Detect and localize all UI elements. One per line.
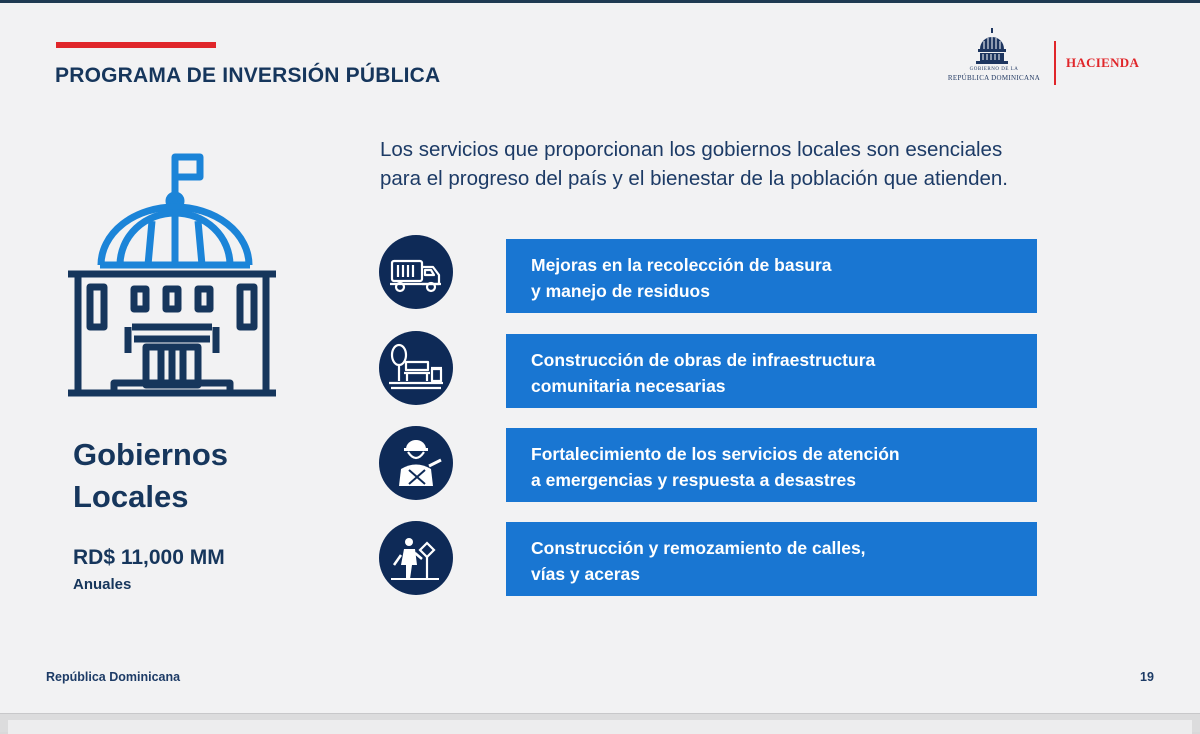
footer-country: República Dominicana [46,670,181,684]
road-worker-icon [379,521,453,595]
dome-emblem-icon [972,27,1012,65]
government-building-icon [64,153,280,405]
gobiernos-locales-title [73,434,228,518]
accent-line [56,42,216,48]
item-2-line-1: Construcción de obras de infraestructura [531,350,876,370]
logo-government-name: REPÚBLICA DOMINICANA [947,74,1041,82]
section-title: PROGRAMA DE INVERSIÓN PÚBLICA [55,64,441,87]
item-roads [506,522,1037,596]
item-3-line-2: a emergencias y respuesta a desastres [531,470,856,490]
logo-divider [1054,41,1056,85]
item-2-line-2: comunitaria necesarias [531,376,726,396]
item-3-line-1: Fortalecimiento de los servicios de atención [531,444,900,464]
item-1-line-2: y manejo de residuos [531,281,710,301]
item-infrastructure [506,334,1037,408]
intro-text [380,135,1140,193]
item-emergency-services [506,428,1037,502]
annual-amount: RD$ 11,000 MM [73,546,225,569]
item-4-line-2: vías y aceras [531,564,640,584]
item-4-line-1: Construcción y remozamiento de calles, [531,538,866,558]
title-line-2: Locales [73,479,189,514]
amount-period: Anuales [73,576,132,593]
title-line-1: Gobiernos [73,437,229,472]
page-number: 19 [1140,670,1154,684]
garbage-truck-icon [379,235,453,309]
item-garbage-collection [506,239,1037,313]
intro-line-1: Los servicios que proporcionan los gobiernos locales son esenciales [380,138,1003,161]
park-bench-icon [379,331,453,405]
bottom-strip [0,713,1200,732]
intro-line-2: para el progreso del país y el bienestar de la población que atienden. [380,167,1008,190]
logo-government-small: GOBIERNO DE LA [969,67,1019,72]
item-1-line-1: Mejoras en la recolección de basura [531,255,832,275]
hacienda-logo [940,27,1155,89]
logo-brand: HACIENDA [1066,55,1140,70]
emergency-worker-icon [379,426,453,500]
slide [0,3,1200,713]
